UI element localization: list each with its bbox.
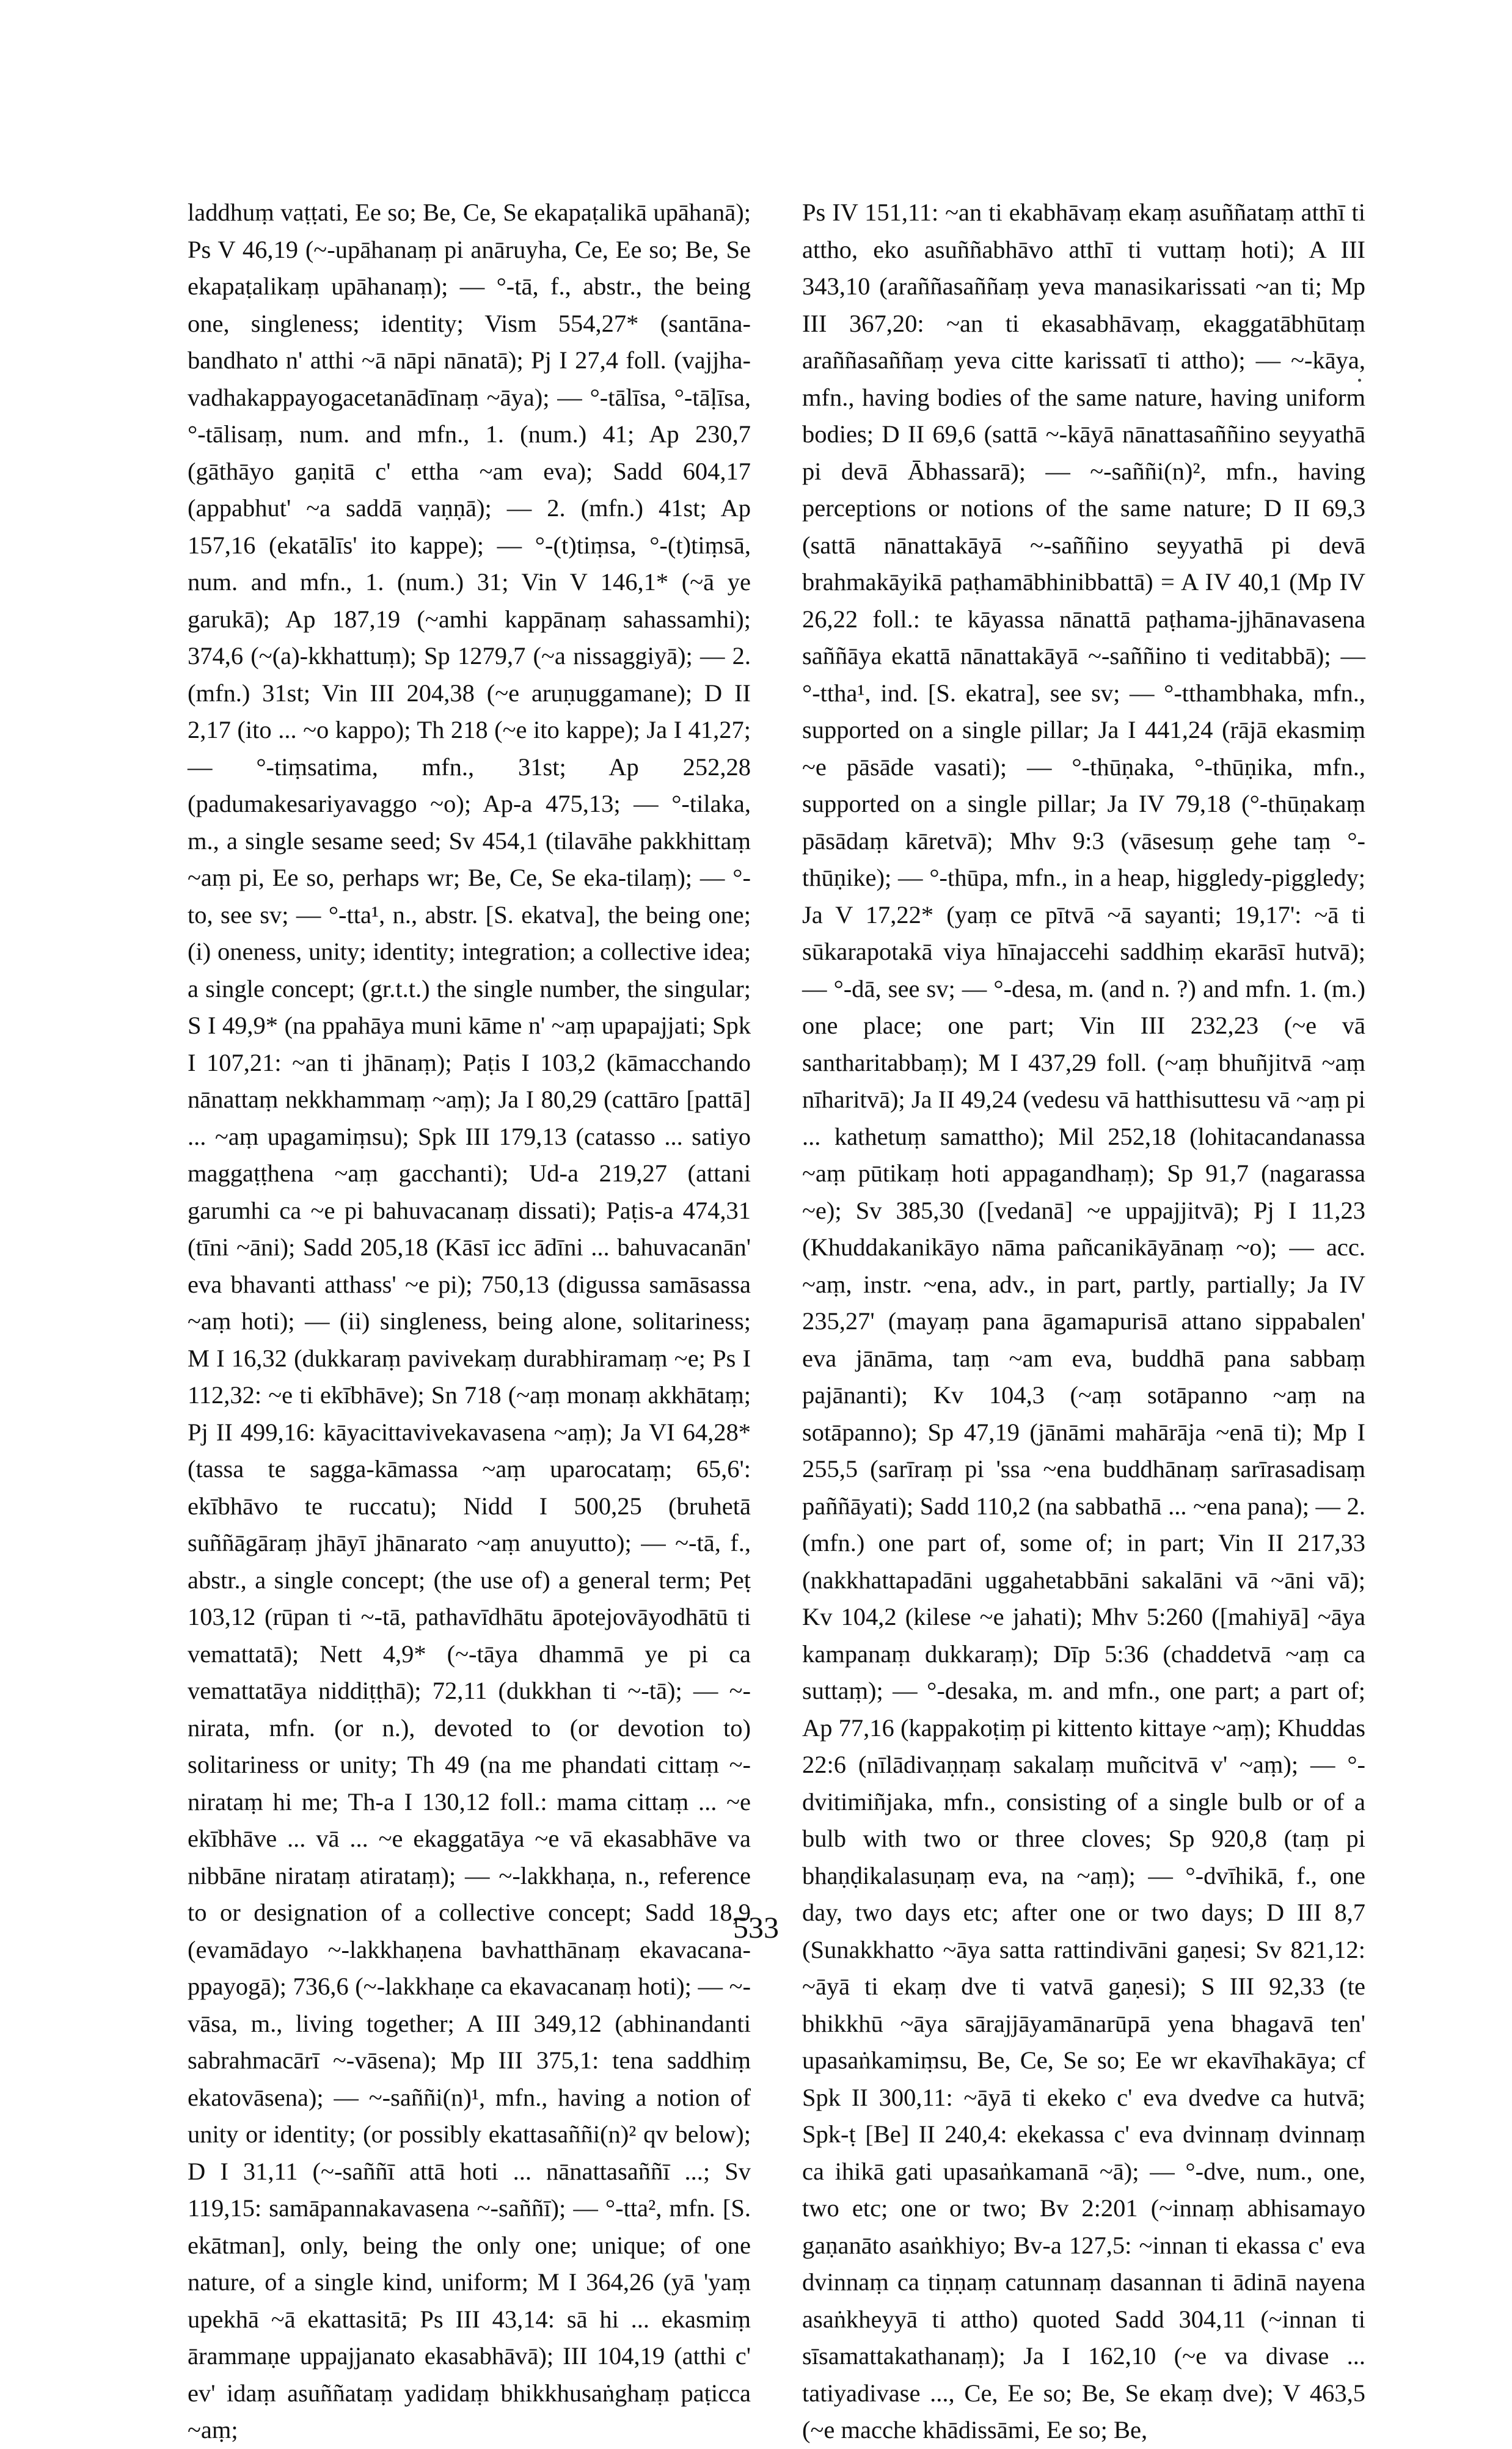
page-number: 533 xyxy=(733,1910,779,1944)
left-column xyxy=(188,194,751,2444)
left-column-text: laddhuṃ vaṭṭati, Ee so; Be, Ce, Se ekapaṭalikā upāhanā); Ps V 46,19 (~-upāhanaṃ pi anāruyha, Ce, Ee so; Be, Se ekapaṭalikaṃ upāhanaṃ); — °-tā, f., abstr., the being one, singleness; identity; Vism 554,27* (santāna-bandhato n' atthi ~ā nāpi nānatā); Pj I 27,4 foll. (vajjha-vadhakappayogacetanādīnaṃ ~āya); — °-tālīsa, °-tāḷīsa, °-tālisaṃ, num. and mfn., 1. (num.) 41; Ap 230,7 (gāthāyo gaṇitā c' ettha ~am eva); Sadd 604,17 (appabhut' ~a saddā vaṇṇā); — 2. (mfn.) 41st; Ap 157,16 (ekatālīs' ito kappe); — °-(t)tiṃsa, °-(t)tiṃsā, num. and mfn., 1. (num.) 31; Vin V 146,1* (~ā ye garukā); Ap 187,19 (~amhi kappānaṃ sahassamhi); 374,6 (~(a)-kkhattuṃ); Sp 1279,7 (~a nissaggiyā); — 2. (mfn.) 31st; Vin III 204,38 (~e aruṇuggamane); D II 2,17 (ito ... ~o kappo); Th 218 (~e ito kappe); Ja I 41,27; — °-tiṃsatima, mfn., 31st; Ap 252,28 (padumakesariyavaggo ~o); Ap-a 475,13; — °-tilaka, m., a single sesame seed; Sv 454,1 (tilavāhe pakkhittaṃ ~aṃ pi, Ee so, perhaps wr; Be, Ce, Se eka-tilaṃ); — °-to, see sv; — °-tta¹, n., abstr. [S. ekatva], the being one; (i) oneness, unity; identity; integration; a collective idea; a single concept; (gr.t.t.) the single number, the singular; S I 49,9* (na ppahāya muni kāme n' ~aṃ upapajjati; Spk I 107,21: ~an ti jhānaṃ); Paṭis I 103,2 (kāmacchando nānattaṃ nekkhammaṃ ~aṃ); Ja I 80,29 (cattāro [pattā] ... ~aṃ upagamiṃsu); Spk III 179,13 (catasso ... satiyo maggaṭṭhena ~aṃ gacchanti); Ud-a 219,27 (attani garumhi ca ~e pi bahuvacanaṃ dissati); Paṭis-a 474,31 (tīni ~āni); Sadd 205,18 (Kāsī icc ādīni ... bahuvacanān' eva bhavanti atthass' ~e pi); 750,13 (digussa samāsassa ~aṃ hoti); — (ii) singleness, being alone, solitariness; M I 16,32 (dukkaraṃ pavivekaṃ durabhiramaṃ ~e; Ps I 112,32: ~e ti ekībhāve); Sn 718 (~aṃ monaṃ akkhātaṃ; Pj II 499,16: kāyacittavivekavasena ~aṃ); Ja VI 64,28* (tassa te sagga-kāmassa ~aṃ uparocataṃ; 65,6': ekībhāvo te ruccatu); Nidd I 500,25 (bruhetā suññāgāraṃ jhāyī jhānarato ~aṃ anuyutto); — ~-tā, f., abstr., a single concept; (the use of) a general term; Peṭ 103,12 (rūpan ti ~-tā, pathavīdhātu āpotejovāyodhātū ti vemattatā); Nett 4,9* (~-tāya dhammā ye pi ca vemattatāya niddiṭṭhā); 72,11 (dukkhan ti ~-tā); — ~-nirata, mfn. (or n.), devoted to (or devotion to) solitariness or unity; Th 49 (na me phandati cittaṃ ~-nirataṃ hi me; Th-a I 130,12 foll.: mama cittaṃ ... ~e ekībhāve ... vā ... ~e ekaggatāya ~e vā ekasabhāve va nibbāne nirataṃ atirataṃ); — ~-lakkhaṇa, n., reference to or designation of a collective concept; Sadd 18,9 (evamādayo ~-lakkhaṇena bavhatthānaṃ ekavacana-ppayogā); 736,6 (~-lakkhaṇe ca ekavacanaṃ hoti); — ~-vāsa, m., living together; A III 349,12 (abhinandanti sabrahmacārī ~-vāsena); Mp III 375,1: tena saddhiṃ ekatovāsena); — ~-saññi(n)¹, mfn., having a notion of unity or identity; (or possibly ekattasaññi(n)² qv below); D I 31,11 (~-saññī attā hoti ... nānattasaññī ...; Sv 119,15: samāpannakavasena ~-saññī); — °-tta², mfn. [S. ekātman], only, being the only one; unique; of one nature, of a single kind, uniform; M I 364,26 (yā 'yaṃ upekhā ~ā ekattasitā; Ps III 43,14: sā hi ... ekasmiṃ ārammaṇe uppajjanato ekasabhāvā); III 104,19 (atthi c' ev' idaṃ asuññataṃ yadidaṃ bhikkhusaṅghaṃ paṭicca ~aṃ; xyxy=(188,199,751,2444)
ink-speck xyxy=(1358,379,1361,382)
right-column xyxy=(802,194,1365,2444)
right-column-text: Ps IV 151,11: ~an ti ekabhāvaṃ ekaṃ asuññataṃ atthī ti attho, eko asuññabhāvo atthī ti vuttaṃ hoti); A III 343,10 (araññasaññaṃ yeva manasikarissati ~an ti; Mp III 367,20: ~an ti ekasabhāvaṃ, ekaggatābhūtaṃ araññasaññaṃ yeva citte karissatī ti attho); — ~-kāya, mfn., having bodies of the same nature, having uniform bodies; D II 69,6 (sattā ~-kāyā nānattasaññino seyyathā pi devā Ābhassarā); — ~-saññi(n)², mfn., having perceptions or notions of the same nature; D II 69,3 (sattā nānattakāyā ~-saññino seyyathā pi devā brahmakāyikā paṭhamābhinibbattā) = A IV 40,1 (Mp IV 26,22 foll.: te kāyassa nānattā paṭhama-jjhānavasena saññāya ekattā nānattakāyā ~-saññino ti veditabbā); — °-ttha¹, ind. [S. ekatra], see sv; — °-tthambhaka, mfn., supported on a single pillar; Ja I 441,24 (rājā ekasmiṃ ~e pāsāde vasati); — °-thūṇaka, °-thūṇika, mfn., supported on a single pillar; Ja IV 79,18 (°-thūṇakaṃ pāsādaṃ kāretvā); Mhv 9:3 (vāsesuṃ gehe taṃ °-thūṇike); — °-thūpa, mfn., in a heap, higgledy-piggledy; Ja V 17,22* (yaṃ ce pītvā ~ā sayanti; 19,17': ~ā ti sūkarapotakā viya hīnajaccehi saddhiṃ ekarāsī hutvā); — °-dā, see sv; — °-desa, m. (and n. ?) and mfn. 1. (m.) one place; one part; Vin III 232,23 (~e vā santharitabbaṃ); M I 437,29 foll. (~aṃ bhuñjitvā ~aṃ nīharitvā); Ja II 49,24 (vedesu vā hatthisuttesu vā ~aṃ pi ... kathetuṃ samattho); Mil 252,18 (lohitacandanassa ~aṃ pūtikaṃ hoti appagandhaṃ); Sp 91,7 (nagarassa ~e); Sv 385,30 ([vedanā] ~e uppajjitvā); Pj I 11,23 (Khuddakanikāyo nāma pañcanikāyānaṃ ~o); — acc. ~aṃ, instr. ~ena, adv., in part, partly, partially; Ja IV 235,27' (mayaṃ pana āgamapurisā attano sippabalen' eva jānāma, taṃ ~am eva, buddhā pana sabbaṃ pajānanti); Kv 104,3 (~aṃ sotāpanno ~aṃ na sotāpanno); Sp 47,19 (jānāmi mahārāja ~enā ti); Mp I 255,5 (sarīraṃ pi 'ssa ~ena buddhānaṃ sarīrasadisaṃ paññāyati); Sadd 110,2 (na sabbathā ... ~ena pana); — 2. (mfn.) one part of, some of; in part; Vin II 217,33 (nakkhattapadāni uggahetabbāni sakalāni vā ~āni vā); Kv 104,2 (kilese ~e jahati); Mhv 5:260 ([mahiyā] ~āya kampanaṃ dukkaraṃ); Dīp 5:36 (chaddetvā ~aṃ ca suttaṃ); — °-desaka, m. and mfn., one part; a part of; Ap 77,16 (kappakoṭiṃ pi kittento kittaye ~aṃ); Khuddas 22:6 (nīlādivaṇṇaṃ sakalaṃ muñcitvā v' ~aṃ); — °-dvitimiñjaka, mfn., consisting of a single bulb or of a bulb with two or three cloves; Sp 920,8 (taṃ pi bhaṇḍikalasuṇaṃ eva, na ~aṃ); — °-dvīhikā, f., one day, two days etc; after one or two days; D III 8,7 (Sunakkhatto ~āya satta rattindivāni gaṇesi; Sv 821,12: ~āyā ti ekaṃ dve ti vatvā gaṇesi); S III 92,33 (te bhikkhū ~āya sārajjāyamānarūpā yena bhagavā ten' upasaṅkamiṃsu, Be, Ce, Se so; Ee wr ekavīhakāya; cf Spk II 300,11: ~āyā ti ekeko c' eva dvedve ca hutvā; Spk-ṭ [Be] II 240,4: ekekassa c' eva dvinnaṃ dvinnaṃ ca ihikā gati upasaṅkamanā ~ā); — °-dve, num., one, two etc; one or two; Bv 2:201 (~innaṃ abhisamayo gaṇanāto asaṅkhiyo; Bv-a 127,5: ~innan ti ekassa c' eva dvinnaṃ ca tiṇṇaṃ catunnaṃ dasannan ti ādinā nayena asaṅkheyyā ti attho) quoted Sadd 304,11 (~innan ti sīsamattakathanaṃ); Ja I 162,10 (~e va divase ... tatiyadivase ..., Ce, Ee so; Be, Se ekaṃ dve); V 463,5 (~e macche khādissāmi, Ee so; Be, xyxy=(802,199,1365,2444)
